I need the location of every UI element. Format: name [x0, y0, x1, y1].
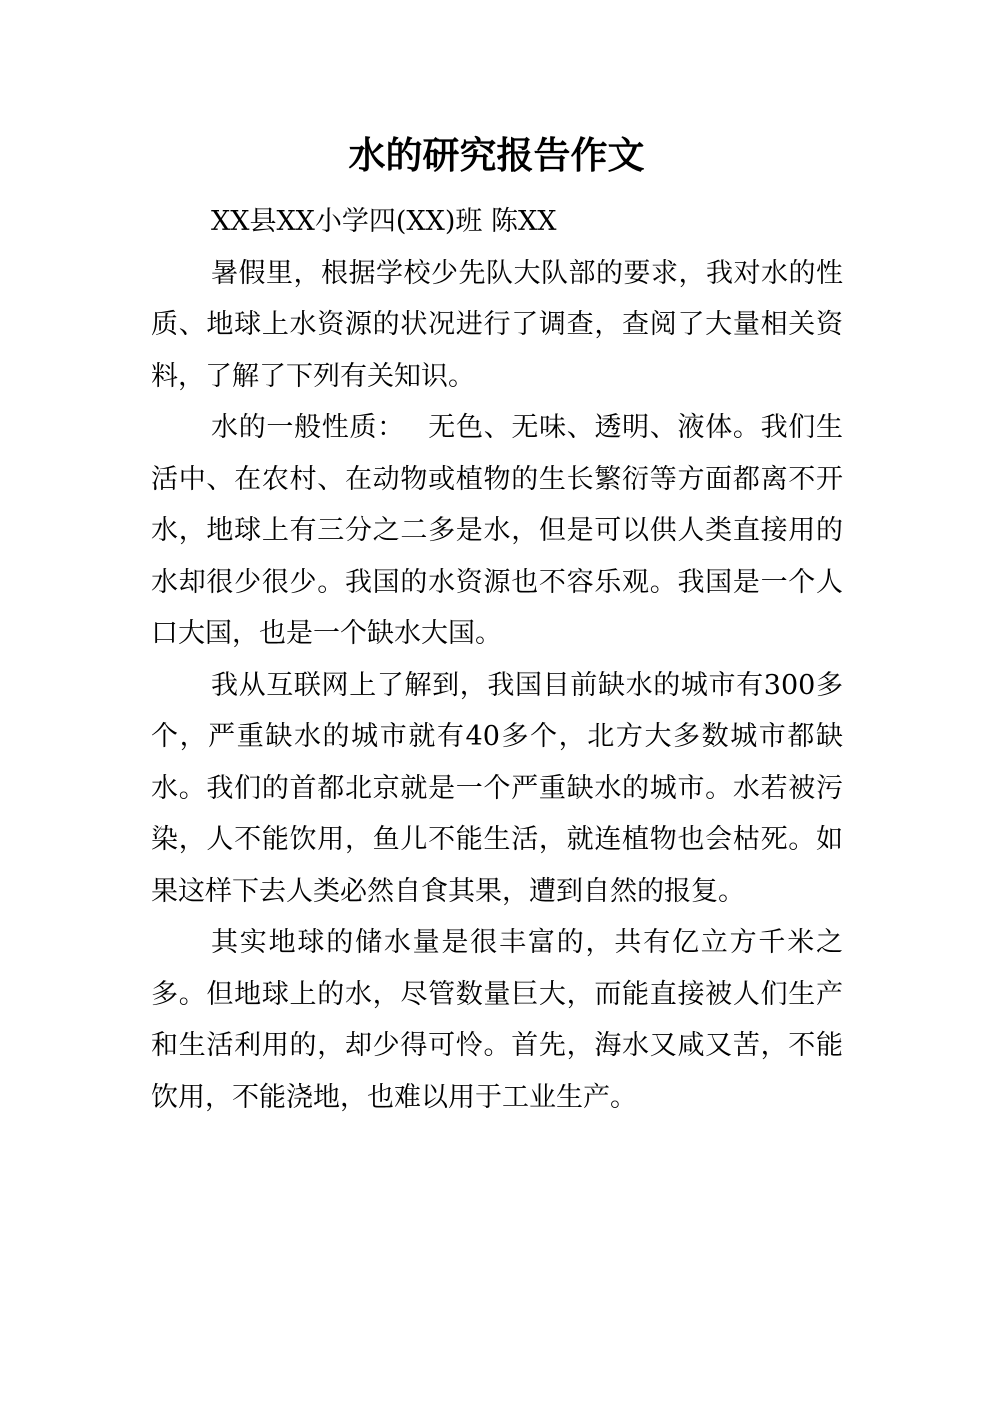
author-line: XX县XX小学四(XX)班 陈XX: [211, 206, 557, 237]
paragraph-3: 我从互联网上了解到，我国目前缺水的城市有300多个，严重缺水的城市就有40多个，北方大多数城市都缺水。我们的首都北京就是一个严重缺水的城市。水若被污染，人不能饮用，鱼儿不能生活，就连植物也会枯死。如果这样下去人类必然自食其果，遭到自然的报复。: [151, 669, 843, 907]
paragraph-4: 其实地球的储水量是很丰富的，共有亿立方千米之多。但地球上的水，尽管数量巨大，而能直接被人们生产和生活利用的，却少得可怜。首先，海水又咸又苦，不能饮用，不能浇地，也难以用于工业生产。: [151, 927, 843, 1113]
document-body: [151, 196, 843, 1123]
document-title: 水的研究报告作文: [348, 134, 645, 177]
paragraph-2: 水的一般性质： 无色、无味、透明、液体。我们生活中、在农村、在动物或植物的生长繁衍等方面都离不开水，地球上有三分之二多是水，但是可以供人类直接用的水却很少很少。我国的水资源也不容乐观。我国是一个人口大国，也是一个缺水大国。: [151, 412, 843, 649]
paragraph-1: 暑假里，根据学校少先队大队部的要求，我对水的性质、地球上水资源的状况进行了调查，查阅了大量相关资料，了解了下列有关知识。: [151, 257, 843, 392]
